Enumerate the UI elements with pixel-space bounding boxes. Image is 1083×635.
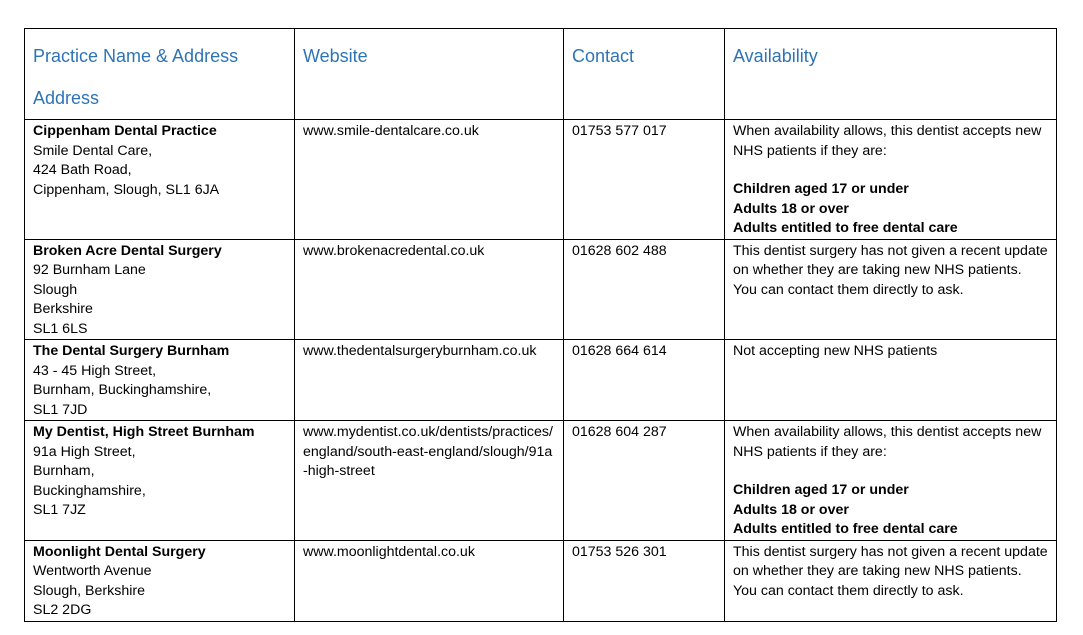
table-row (25, 120, 1057, 240)
table-row (25, 421, 1057, 541)
practice-cell (25, 340, 295, 421)
practice-name: Broken Acre Dental Surgery (33, 242, 222, 259)
website-cell: www.mydentist.co.uk/dentists/practices/england/south-east-england/slough/91a-high-street (295, 421, 564, 541)
website-cell: www.brokenacredental.co.uk (295, 239, 564, 340)
address-line: SL2 2DG (33, 602, 92, 618)
table-row (25, 340, 1057, 421)
availability-cell (725, 120, 1057, 240)
availability-cell: This dentist surgery has not given a recent update on whether they are taking new NHS patients. You can contact them directly to ask. (725, 540, 1057, 621)
availability-cell: This dentist surgery has not given a recent update on whether they are taking new NHS patients. You can contact them directly to ask. (725, 239, 1057, 340)
address-line: SL1 7JD (33, 401, 88, 418)
address-line: 43 - 45 High Street, (33, 362, 157, 379)
address-line: Smile Dental Care, (33, 142, 153, 159)
availability-cell (725, 421, 1057, 541)
address-line: Slough (33, 281, 78, 298)
practice-cell (25, 540, 295, 621)
practice-name: Moonlight Dental Surgery (33, 543, 206, 560)
header-contact: Contact (564, 29, 725, 120)
table-row (25, 540, 1057, 621)
practice-name: My Dentist, High Street Burnham (33, 424, 255, 440)
availability-criterion: Adults 18 or over (733, 200, 849, 217)
header-availability: Availability (725, 29, 1057, 120)
contact-cell: 01628 664 614 (564, 340, 725, 421)
availability-criterion: Adults 18 or over (733, 501, 849, 518)
availability-cell: Not accepting new NHS patients (725, 340, 1057, 421)
availability-criterion: Adults entitled to free dental care (733, 521, 958, 537)
header-website: Website (295, 29, 564, 120)
website-cell: www.smile-dentalcare.co.uk (295, 120, 564, 240)
contact-cell: 01628 602 488 (564, 239, 725, 340)
address-line: Burnham, Buckinghamshire, (33, 382, 212, 398)
header-practice-name-line1: Practice Name & Address (33, 46, 239, 66)
address-line: Buckinghamshire, (33, 482, 146, 499)
table-row (25, 239, 1057, 340)
website-cell: www.thedentalsurgeryburnham.co.uk (295, 340, 564, 421)
address-line: Berkshire (33, 301, 93, 317)
practice-cell (25, 421, 295, 541)
address-line: Slough, Berkshire (33, 582, 145, 599)
contact-cell: 01628 604 287 (564, 421, 725, 541)
table-header-row (25, 29, 1057, 120)
availability-criterion: Adults entitled to free dental care (733, 220, 958, 236)
website-cell: www.moonlightdental.co.uk (295, 540, 564, 621)
address-line: SL1 7JZ (33, 502, 86, 518)
availability-criterion: Children aged 17 or under (733, 181, 909, 197)
address-line: SL1 6LS (33, 320, 88, 337)
practice-name: Cippenham Dental Practice (33, 123, 217, 139)
dental-practices-table (24, 28, 1057, 622)
availability-text: When availability allows, this dentist accepts new NHS patients if they are: (733, 123, 1042, 159)
header-practice-name-line2: Address (33, 88, 100, 108)
practice-cell (25, 239, 295, 340)
availability-criterion: Children aged 17 or under (733, 482, 909, 498)
availability-text: When availability allows, this dentist accepts new NHS patients if they are: (733, 424, 1042, 460)
address-line: 92 Burnham Lane (33, 262, 146, 278)
address-line: 424 Bath Road, (33, 162, 132, 178)
address-line: 91a High Street, (33, 443, 136, 460)
address-line: Wentworth Avenue (33, 563, 152, 579)
contact-cell: 01753 526 301 (564, 540, 725, 621)
contact-cell: 01753 577 017 (564, 120, 725, 240)
address-line: Burnham, (33, 463, 95, 479)
practice-cell (25, 120, 295, 240)
practice-name: The Dental Surgery Burnham (33, 343, 230, 359)
address-line: Cippenham, Slough, SL1 6JA (33, 181, 220, 198)
header-practice-name (25, 29, 295, 120)
